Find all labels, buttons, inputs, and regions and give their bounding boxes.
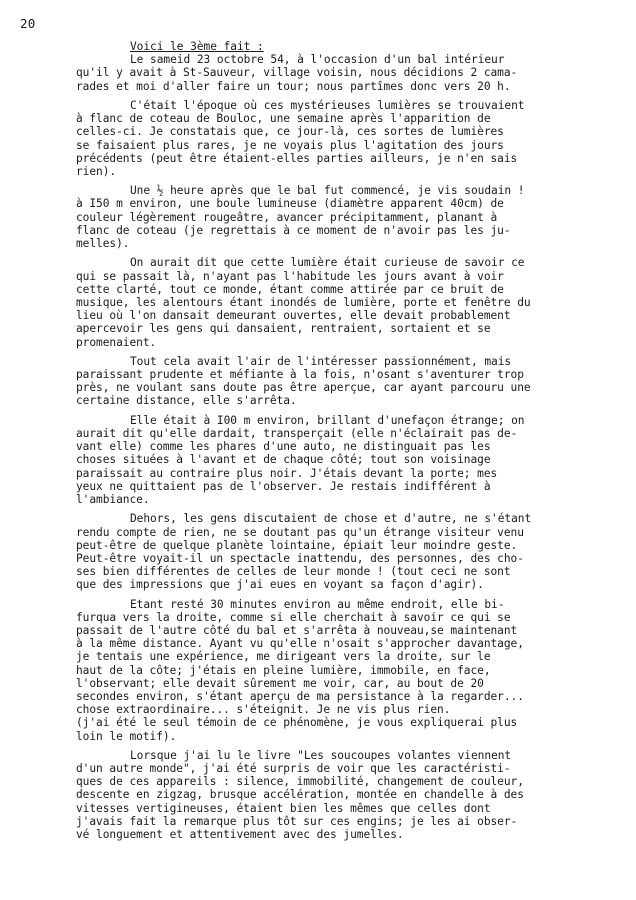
- text-line: qu'il y avait à St-Sauveur, village voisin, nous décidions 2 cama-: [76, 66, 518, 80]
- text-line: Tout cela avait l'air de l'intéresser passionnément, mais: [130, 354, 512, 368]
- text-line: cette clarté, tout ce monde, étant comme attirée par ce bruit de: [76, 282, 504, 296]
- text-line: peut-être de quelque planète lointaine, épiait leur moindre geste.: [76, 538, 518, 552]
- text-line: aurait dit qu'elle dardait, transperçait (elle n'éclairait pas de-: [76, 427, 518, 440]
- paragraph: [76, 53, 624, 93]
- text-line: à I50 m environ, une boule lumineuse (diamètre apparent 40cm) de: [76, 197, 504, 211]
- text-line: à la même distance. Ayant vu qu'elle n'osait s'approcher davantage,: [76, 637, 524, 651]
- section-heading: Voici le 3ème fait :: [130, 40, 264, 53]
- text-line: flanc de coteau (je regrettais à ce moment de n'avoir pas les ju-: [76, 223, 511, 237]
- text-line: apercevoir les gens qui dansaient, rentraient, sortaient et se: [76, 322, 491, 336]
- text-line: vé longuement et attentivement avec des jumelles.: [76, 828, 404, 841]
- text-line: yeux ne quittaient pas de l'observer. Je restais indifférent à: [76, 479, 491, 493]
- paragraph: [76, 414, 624, 506]
- page-number: 20: [20, 16, 36, 31]
- text-line: Etant resté 30 minutes environ au même endroit, elle bi-: [130, 597, 505, 611]
- text-line: d'un autre monde", j'ai été surpris de voir que les caractéristi-: [76, 762, 511, 776]
- text-line: lieu où l'on dansait demeurant ouvertes, elle devait probablement: [76, 309, 511, 323]
- paragraph: [76, 598, 624, 743]
- text-line: rendu compte de rien, ne se doutant pas qu'un étrange visiteur venu: [76, 525, 524, 539]
- text-line: melles).: [76, 237, 130, 250]
- text-line: celles-ci. Je constatais que, ce jour-là, ces sortes de lumières: [76, 125, 504, 139]
- text-line: haut de la côte; j'étais en pleine lumière, immobile, en face,: [76, 663, 491, 677]
- text-line: Elle était à I00 m environ, brillant d'unefaçon étrange; on: [130, 413, 525, 427]
- text-line: à flanc de coteau de Bouloc, une semaine après l'apparition de: [76, 112, 491, 126]
- text-line: Le sameid 23 octobre 54, à l'occasion d'un bal intérieur: [130, 53, 505, 67]
- text-line: rien).: [76, 164, 117, 178]
- text-line: qui se passait là, n'ayant pas l'habitude les jours avant à voir: [76, 269, 504, 283]
- text-line: chose extraordinaire... s'éteignit. Je ne vis plus rien.: [76, 703, 451, 717]
- paragraph: [76, 355, 624, 408]
- text-line: On aurait dit que cette lumière était curieuse de savoir ce: [130, 256, 525, 270]
- text-line: précédents (peut être étaient-elles parties ailleurs, je n'en sais: [76, 151, 518, 165]
- text-line: certaine distance, elle s'arrêta.: [76, 394, 297, 408]
- text-line: l'ambiance.: [76, 492, 150, 506]
- text-line: descente en zigzag, brusque accélération, montée en chandelle à des: [76, 788, 524, 802]
- text-line: paraissant prudente et méfiante à la fois, n'osant s'aventurer trop: [76, 368, 524, 382]
- text-line: vant elle) comme les phares d'une auto, ne distinguait pas les: [76, 440, 491, 454]
- paragraph: [76, 184, 624, 250]
- text-line: Lorsque j'ai lu le livre "Les soucoupes volantes viennent: [130, 748, 512, 762]
- paragraph: [76, 99, 624, 178]
- text-line: vitesses vertigineuses, étaient bien les mêmes que celles dont: [76, 801, 491, 815]
- text-line: C'était l'époque où ces mystérieuses lumières se trouvaient: [130, 98, 525, 112]
- text-line: se faisaient plus rares, je ne voyais plus l'agitation des jours: [76, 138, 504, 152]
- text-line: Dehors, les gens discutaient de chose et d'autre, ne s'étant: [130, 512, 532, 526]
- text-line: paraissait au contraire plus noir. J'étais devant la porte; mes: [76, 466, 498, 480]
- text-line: (j'ai été le seul témoin de ce phénomène, je vous expliquerai plus: [76, 716, 518, 730]
- text-line: Une ½ heure après que le bal fut commencé, je vis soudain !: [130, 184, 525, 198]
- text-line: près, ne voulant sans doute pas être aperçue, car ayant parcouru une: [76, 381, 531, 395]
- text-line: choses situées à l'avant et de chaque côté; tout son voisinage: [76, 453, 491, 467]
- text-line: rades et moi d'aller faire un tour; nous partîmes donc vers 20 h.: [76, 79, 511, 93]
- text-line: couleur légèrement rougeâtre, avancer précipitamment, planant à: [76, 210, 498, 224]
- text-line: secondes environ, s'étant aperçu de ma persistance à la regarder...: [76, 689, 524, 703]
- paragraph: [76, 749, 624, 841]
- text-line: ques de ces appareils : silence, immobilité, changement de couleur,: [76, 775, 524, 789]
- text-line: je tentais une expérience, me dirigeant vers la droite, sur le: [76, 650, 491, 664]
- document-body: [76, 40, 624, 841]
- text-line: que des impressions que j'ai eues en voyant sa façon d'agir).: [76, 578, 484, 592]
- text-line: ses bien différentes de celles de leur monde ! (tout ceci ne sont: [76, 565, 511, 579]
- text-line: passait de l'autre côté du bal et s'arrêta à nouveau,se maintenant: [76, 624, 518, 637]
- text-line: j'avais fait la remarque plus tôt sur ces engins; je les ai obser-: [76, 814, 518, 828]
- text-line: l'observant; elle devait sûrement me voir, car, au bout de 20: [76, 676, 484, 690]
- text-line: promenaient.: [76, 335, 157, 349]
- text-line: furqua vers la droite, comme si elle cherchait à savoir ce qui se: [76, 610, 511, 624]
- text-line: Peut-être voyait-il un spectacle inattendu, des personnes, des cho-: [76, 551, 524, 565]
- paragraph: [76, 256, 624, 348]
- text-line: musique, les alentours étant inondés de lumière, porte et fenêtre du: [76, 295, 531, 309]
- paragraph: [76, 512, 624, 591]
- text-line: loin le motif).: [76, 729, 177, 743]
